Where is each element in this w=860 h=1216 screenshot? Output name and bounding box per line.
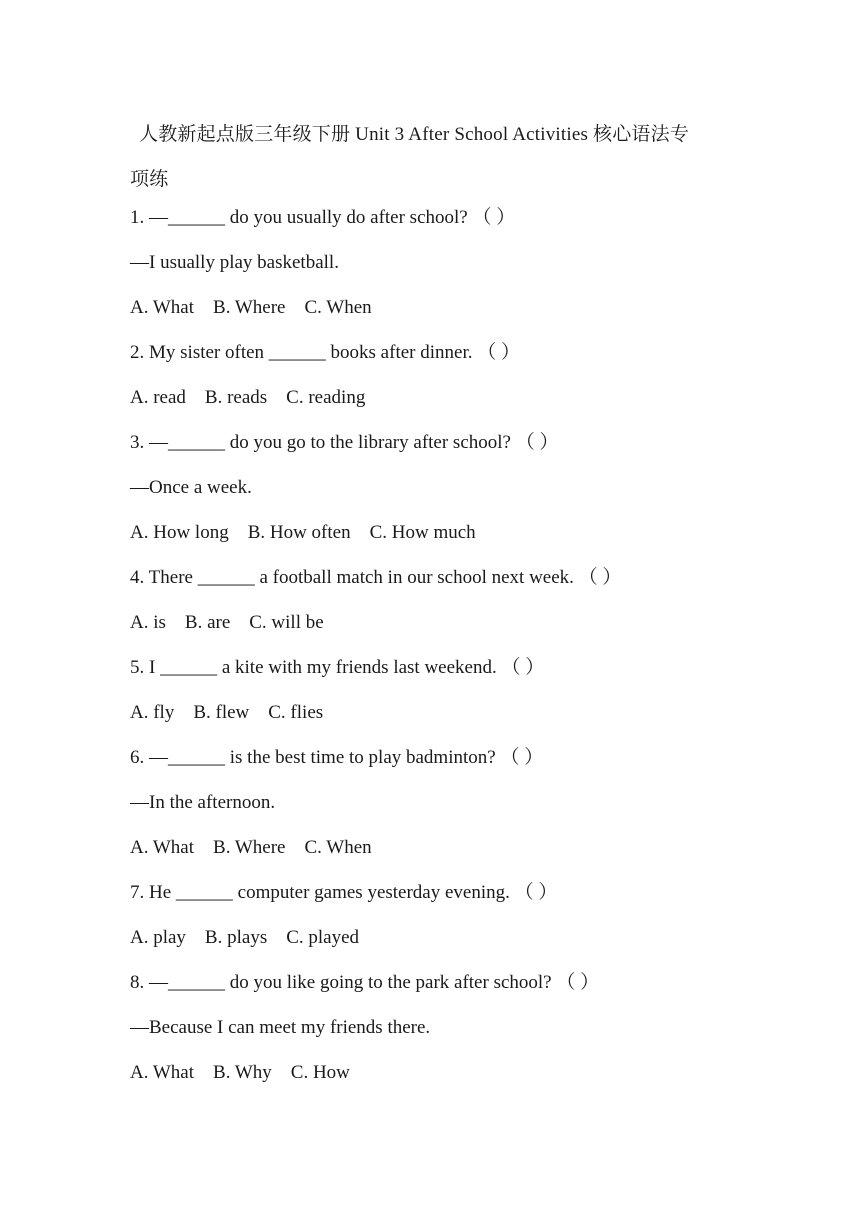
question-2-options: A. read B. reads C. reading <box>130 387 366 408</box>
question-list <box>130 195 621 1095</box>
question-1-options: A. What B. Where C. When <box>130 297 372 318</box>
title-line-2: 项练 <box>130 169 169 190</box>
question-1-stem: 1. —______ do you usually do after school? （ ） <box>130 207 516 228</box>
question-3-options: A. How long B. How often C. How much <box>130 522 476 543</box>
question-5-stem: 5. I ______ a kite with my friends last weekend. （ ） <box>130 657 545 678</box>
question-5-options: A. fly B. flew C. flies <box>130 702 324 723</box>
question-8-stem: 8. —______ do you like going to the park after school? （ ） <box>130 972 600 993</box>
question-8-answer: —Because I can meet my friends there. <box>130 1017 431 1038</box>
question-3-stem: 3. —______ do you go to the library after school? （ ） <box>130 432 559 453</box>
question-1-answer: —I usually play basketball. <box>130 252 339 273</box>
title-line-1: 人教新起点版三年级下册 Unit 3 After School Activities 核心语法专 <box>139 124 690 145</box>
question-2-stem: 2. My sister often ______ books after dinner. （ ） <box>130 342 520 363</box>
question-4-options: A. is B. are C. will be <box>130 612 324 633</box>
question-4-stem: 4. There ______ a football match in our school next week. （ ） <box>130 567 622 588</box>
question-6-options: A. What B. Where C. When <box>130 837 372 858</box>
question-7-options: A. play B. plays C. played <box>130 927 360 948</box>
question-6-answer: —In the afternoon. <box>130 792 276 813</box>
question-3-answer: —Once a week. <box>130 477 252 498</box>
question-8-options: A. What B. Why C. How <box>130 1062 350 1083</box>
page-title <box>130 112 740 202</box>
question-6-stem: 6. —______ is the best time to play badminton? （ ） <box>130 747 544 768</box>
question-7-stem: 7. He ______ computer games yesterday evening. （ ） <box>130 882 558 903</box>
